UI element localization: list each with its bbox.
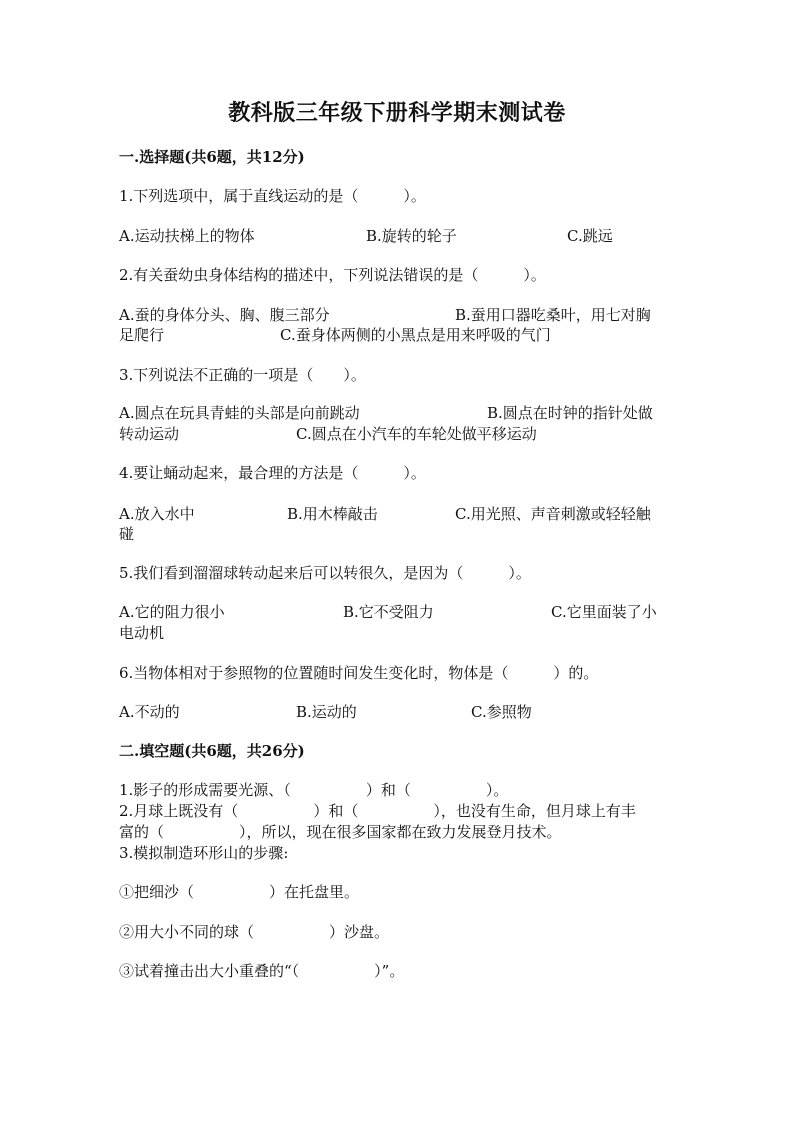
question-stem: 4.要让蛹动起来，最合理的方法是（ ）。	[119, 464, 426, 482]
option-c: C.蚕身体两侧的小黑点是用来呼吸的气门	[280, 326, 551, 344]
option-b: B.蚕用口器吃桑叶，用七对胸	[455, 306, 651, 324]
option-b-continued: 足爬行	[119, 326, 165, 344]
option-a: A.蚕的身体分头、胸、腹三部分	[119, 306, 330, 324]
option-c: C.它里面装了小	[551, 603, 657, 621]
option-b: B.用木棒敲击	[287, 505, 378, 523]
step-item: ③试着撞击出大小重叠的“（ ）”。	[119, 962, 405, 980]
question-stem: 3.下列说法不正确的一项是（ ）。	[119, 366, 366, 384]
fill-question-continued: 富的（ ），所以，现在很多国家都在致力发展登月技术。	[119, 823, 562, 841]
option-b: B.旋转的轮子	[366, 227, 457, 245]
option-a: A.不动的	[119, 703, 180, 721]
option-a: A.圆点在玩具青蛙的头部是向前跳动	[119, 404, 360, 422]
section-heading-choice: 一.选择题(共6题，共12分)	[119, 148, 305, 166]
option-c: C.参照物	[471, 703, 532, 721]
option-a: A.它的阻力很小	[119, 603, 225, 621]
question-stem: 2.有关蚕幼虫身体结构的描述中，下列说法错误的是（ ）。	[119, 266, 546, 284]
step-item: ①把细沙（ ）在托盘里。	[119, 883, 360, 901]
option-b-continued: 转动运动	[119, 425, 180, 443]
question-stem: 1.下列选项中，属于直线运动的是（ ）。	[119, 187, 426, 205]
option-c-continued: 电动机	[119, 624, 165, 642]
option-c-continued: 碰	[119, 525, 135, 543]
option-b: B.它不受阻力	[343, 603, 434, 621]
fill-question: 3.模拟制造环形山的步骤:	[119, 844, 289, 862]
fill-question: 1.影子的形成需要光源、（ ）和（ ）。	[119, 781, 509, 799]
fill-question: 2.月球上既没有（ ）和（ ），也没有生命，但月球上有丰	[119, 802, 636, 820]
step-item: ②用大小不同的球（ ）沙盘。	[119, 923, 390, 941]
option-b: B.圆点在时钟的指针处做	[487, 404, 653, 422]
option-a: A.运动扶梯上的物体	[119, 227, 255, 245]
question-stem: 5.我们看到溜溜球转动起来后可以转很久，是因为（ ）。	[119, 564, 531, 582]
option-c: C.圆点在小汽车的车轮处做平移运动	[296, 425, 537, 443]
option-c: C.跳远	[567, 227, 613, 245]
option-a: A.放入水中	[119, 505, 195, 523]
section-heading-fill-blank: 二.填空题(共6题，共26分)	[119, 742, 305, 760]
page-title: 教科版三年级下册科学期末测试卷	[228, 100, 566, 126]
option-b: B.运动的	[296, 703, 357, 721]
option-c: C.用光照、声音刺激或轻轻触	[455, 505, 651, 523]
question-stem: 6.当物体相对于参照物的位置随时间发生变化时，物体是（ ）的。	[119, 664, 599, 682]
